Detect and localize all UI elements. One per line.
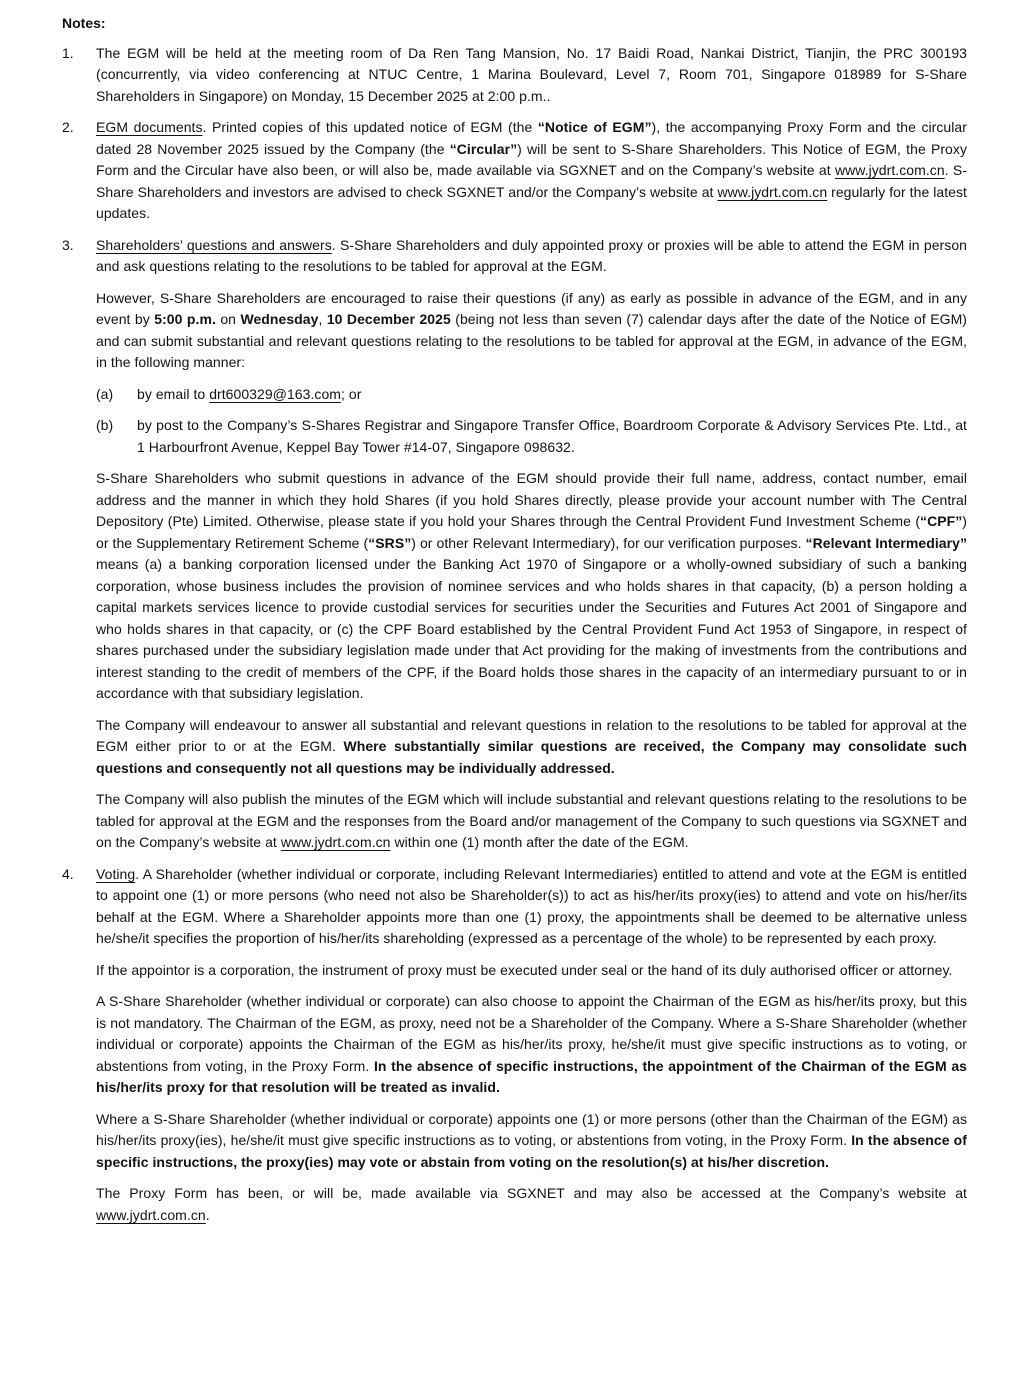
text-run: S-Share Shareholders who submit questions in advance of the EGM should provide their full name, address, contact number, email address and the manner in which they hold Shares (if you hold Shares directly, please provide your account number with The Central Depository (Pte) Limited. Otherwise, please state if you hold your Shares through the Central Provident Fund Investment Scheme ( — [96, 470, 967, 529]
text-run: . — [205, 1206, 210, 1223]
text-run: The Company will endeavour to answer all substantial and relevant questions in relation to the resolutions to be tabled for approval at the EGM either prior to or at the EGM. — [96, 716, 967, 754]
bold-term: “Circular” — [449, 140, 518, 157]
text-run: ) will be sent to S-Share Shareholders. This Notice of EGM, the Proxy Form and the Circular have also been, or will also be, made available via SGXNET and on the Company’s website at — [96, 140, 967, 178]
text-run: The Company will also publish the minutes of the EGM which will include substantial and relevant questions relating to the resolutions to be tabled for approval at the EGM and the responses from the Board and/or management of the Company to such questions via SGXNET and on the Company’s website at — [96, 791, 967, 850]
text-run: ; or — [341, 385, 362, 402]
text-run: The EGM will be held at the meeting room of Da Ren Tang Mansion, No. 17 Baidi Road, Nankai District, Tianjin, the PRC 300193 (concurrently, via video conferencing at NTUC Centre, 1 Marina Boulevard, Level 7, Room 701, Singapore 018989 for S-Share Shareholders in Singapore) on Monday, 15 December 2025 at 2:00 p.m.. — [96, 44, 967, 104]
text-run: Where a S-Share Shareholder (whether individual or corporate) appoints one (1) or more persons (other than the Chairman of the EGM) as his/her/its proxy(ies), he/she/it must give specific instructions as to voting, or abstentions from voting, in the Proxy Form. — [96, 1110, 967, 1148]
note-paragraph — [96, 43, 967, 108]
note-paragraph — [96, 1109, 967, 1174]
bold-sentence: Where substantially similar questions are received, the Company may consolidate such questions and consequently not all questions may be individually addressed. — [96, 738, 967, 776]
bold-term: “Notice of EGM” — [537, 119, 652, 135]
link-company-website: www.jydrt.com.cn — [717, 183, 828, 200]
note-paragraph — [137, 384, 967, 406]
note-paragraph — [137, 415, 967, 458]
note-body — [96, 864, 967, 1237]
text-run: . S-Share Shareholders and investors are advised to check SGXNET and/or the Company’s website at — [96, 162, 967, 200]
text-run: If the appointor is a corporation, the instrument of proxy must be executed under seal or the hand of its duly authorised officer or attorney. — [96, 961, 953, 978]
note-item-3 — [62, 235, 967, 864]
note-body — [96, 235, 967, 864]
text-run: ) or the Supplementary Retirement Scheme ( — [96, 513, 967, 551]
link-email: drt600329@163.com — [209, 385, 342, 402]
note-body — [96, 117, 967, 235]
bold-sentence: In the absence of specific instructions, the proxy(ies) may vote or abstain from voting on the resolution(s) at his/her discretion. — [96, 1132, 967, 1170]
link-company-website: www.jydrt.com.cn — [280, 834, 391, 850]
note-paragraph — [96, 960, 967, 982]
note-item-4 — [62, 864, 967, 1237]
sub-item-b — [96, 415, 967, 458]
note-paragraph — [96, 235, 967, 278]
note-item-1 — [62, 43, 967, 118]
text-run: by post to the Company’s S-Shares Registrar and Singapore Transfer Office, Boardroom Corporate & Advisory Services Pte. Ltd., at 1 Harbourfront Avenue, Keppel Bay Tower #14-07, Singapore 098632. — [137, 417, 967, 455]
note-number: 2. — [62, 119, 74, 135]
underlined-term: EGM documents — [96, 119, 203, 135]
note-body — [96, 43, 967, 118]
bold-term: 5:00 p.m. — [154, 311, 216, 327]
bold-term: “Relevant Intermediary” — [805, 534, 968, 551]
note-paragraph — [96, 991, 967, 1099]
bold-term: Wednesday — [240, 311, 319, 327]
text-run: . Printed copies of this updated notice of EGM (the — [202, 119, 538, 135]
note-number: 4. — [62, 865, 74, 882]
text-run: A S-Share Shareholder (whether individual or corporate) can also choose to appoint the Chairman of the EGM as his/her/its proxy, but this is not mandatory. The Chairman of the EGM, as proxy, need not be a Shareholder of the Company. Where a S-Share Shareholder (whether individual or corporate) appoints the Chairman of the EGM as his/her/its proxy, he/she/it must give specific instructions as to voting, or abstentions from voting, in the Proxy Form. — [96, 993, 967, 1074]
text-run: ) or other Relevant Intermediary), for our verification purposes. — [411, 534, 806, 551]
note-paragraph — [96, 715, 967, 780]
sub-item-marker: (a) — [96, 385, 114, 402]
sub-item-marker: (b) — [96, 417, 114, 433]
text-run: means (a) a banking corporation licensed under the Banking Act 1970 of Singapore or a wholly-owned subsidiary of such a banking corporation, whose business includes the provision of nominee services and who holds shares in that capacity, (b) a person holding a capital markets services licence to provide custodial services for securities under the Securities and Futures Act 2001 of Singapore and who holds shares in that capacity, or (c) the CPF Board established by the Central Provident Fund Act 1953 of Singapore, in respect of shares purchased under the subsidiary legislation made under that Act providing for the making of investments from the contributions and interest standing to the credit of members of the CPF, if the Board holds those shares in the capacity of an intermediary pursuant to or in accordance with that subsidiary legislation. — [96, 556, 967, 701]
note-paragraph — [96, 468, 967, 705]
note-item-2 — [62, 117, 967, 235]
notes-heading: Notes: — [62, 15, 106, 31]
text-run: within one (1) month after the date of the EGM. — [390, 834, 689, 850]
underlined-term: Shareholders’ questions and answers — [96, 236, 332, 253]
sub-item-a — [96, 384, 967, 406]
text-run: The Proxy Form has been, or will be, made available via SGXNET and may also be accessed at the Company’s website at — [96, 1185, 967, 1201]
text-run: on — [215, 311, 241, 327]
note-paragraph — [96, 117, 967, 225]
note-number: 1. — [62, 44, 74, 61]
bold-term: “CPF” — [920, 513, 963, 529]
bold-term: 10 December 2025 — [326, 311, 451, 327]
text-run: regularly for the latest updates. — [96, 183, 967, 221]
text-run: . S-Share Shareholders and duly appointed proxy or proxies will be able to attend the EGM in person and ask questions relating to the resolutions to be tabled for approval at the EGM. — [96, 236, 967, 274]
text-run: , — [318, 311, 327, 327]
bold-sentence: In the absence of specific instructions, the appointment of the Chairman of the EGM as his/her/its proxy for that resolution will be treated as invalid. — [96, 1057, 967, 1095]
underlined-term: Voting — [96, 865, 136, 882]
text-run: However, S-Share Shareholders are encouraged to raise their questions (if any) as early as possible in advance of the EGM, and in any event by — [96, 289, 967, 327]
text-run: . A Shareholder (whether individual or corporate, including Relevant Intermediaries) entitled to attend and vote at the EGM is entitled to appoint one (1) or more persons (who need not also be Shareholder(s)) to act as his/her/its proxy(ies) to attend and vote on his/her/its behalf at the EGM. Where a Shareholder appoints more than one (1) proxy, the appointments shall be deemed to be alternative unless he/she/it specifies the proportion of his/her/its shareholding (expressed as a percentage of the whole) to be represented by each proxy. — [96, 865, 967, 946]
note-paragraph — [96, 288, 967, 374]
note-paragraph — [96, 789, 967, 854]
note-number: 3. — [62, 236, 74, 253]
notes-list — [62, 43, 967, 1237]
text-run: ), the accompanying Proxy Form and the circular dated 28 November 2025 issued by the Company (the — [96, 119, 967, 157]
text-run: by email to — [137, 385, 210, 402]
link-company-website: www.jydrt.com.cn — [834, 162, 945, 178]
note-paragraph — [96, 864, 967, 950]
link-company-website: www.jydrt.com.cn — [96, 1206, 206, 1223]
text-run: (being not less than seven (7) calendar days after the date of the Notice of EGM) and can submit substantial and relevant questions relating to the resolutions to be tabled for approval at the EGM, in advance of the EGM, in the following manner: — [96, 311, 968, 370]
bold-term: “SRS” — [368, 534, 412, 551]
note-paragraph — [96, 1183, 967, 1226]
